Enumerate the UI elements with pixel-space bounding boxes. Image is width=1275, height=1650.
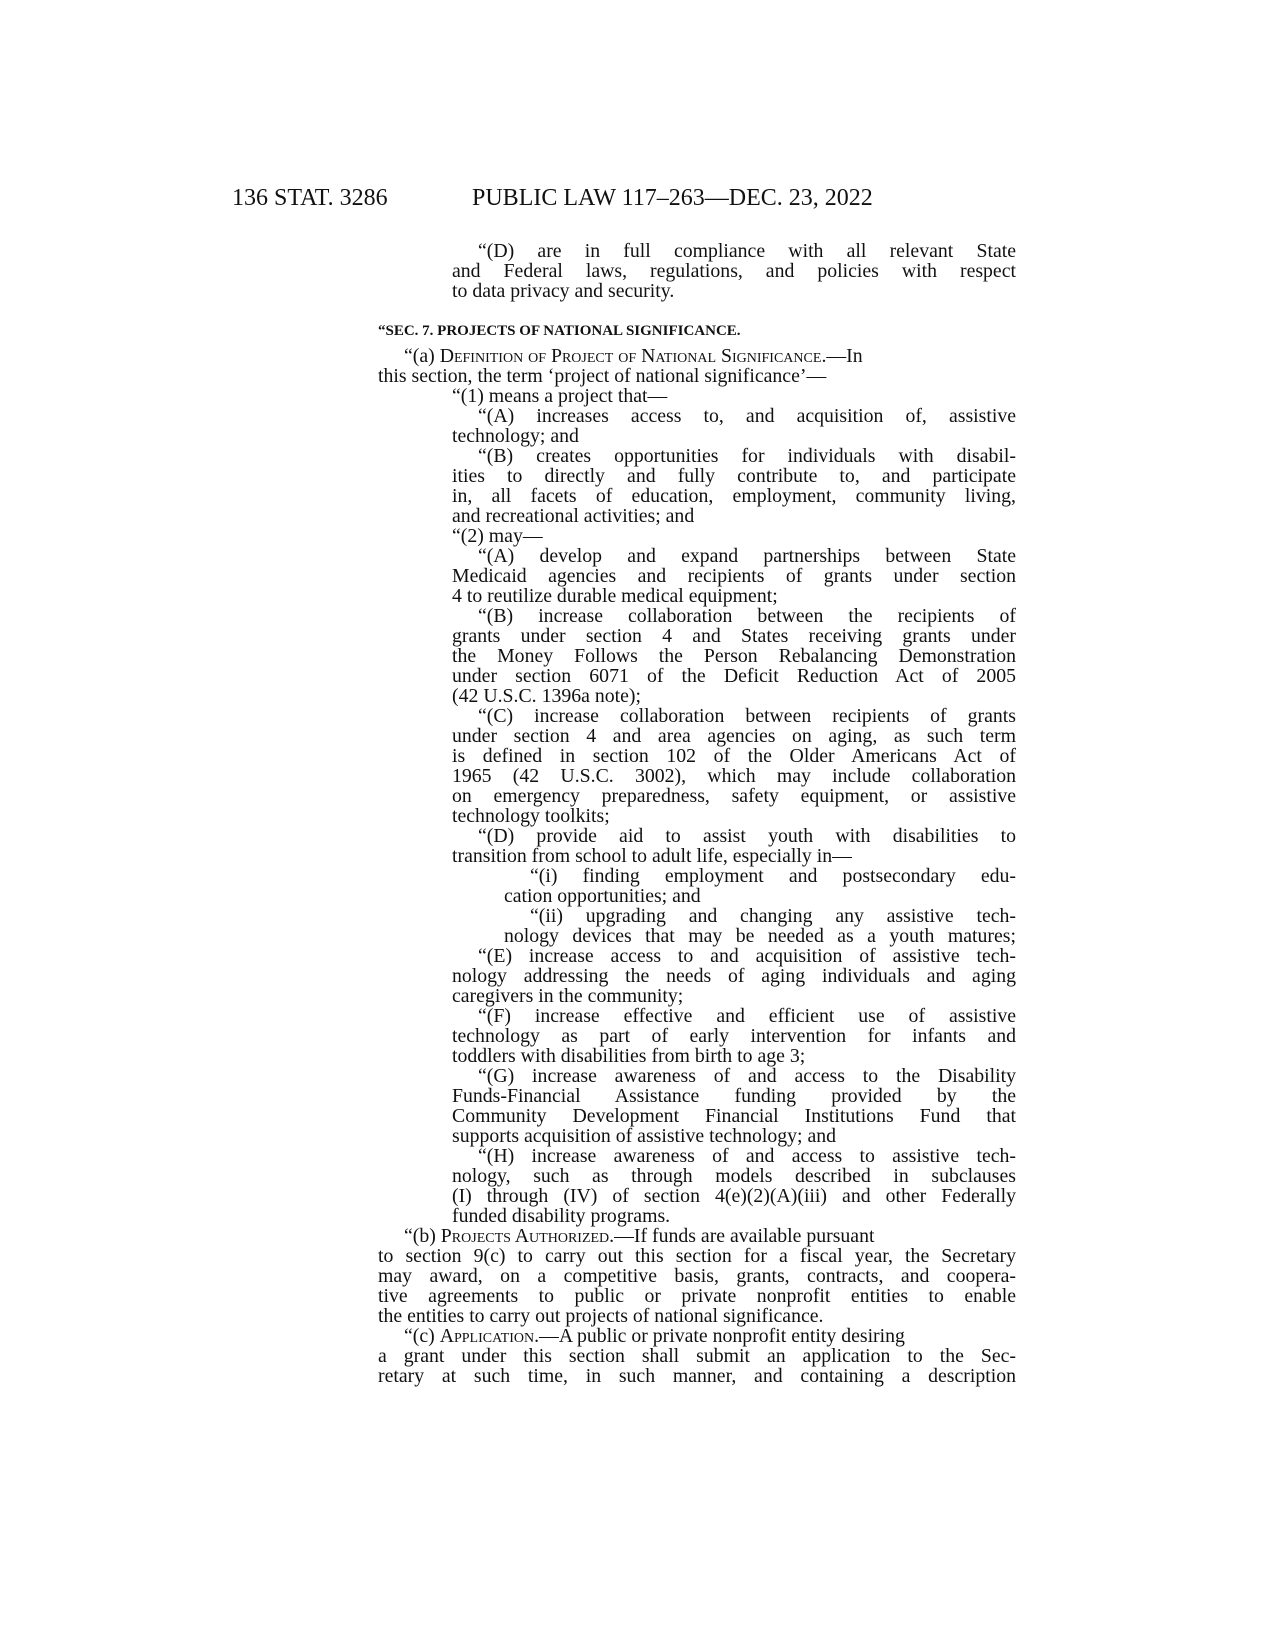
text-line: in, all facets of education, employment, community living, [452, 485, 1016, 507]
text-line: 1965 (42 U.S.C. 3002), which may include collaboration [452, 765, 1016, 787]
text-line: Funds-Financial Assistance funding provided by the [452, 1085, 1016, 1107]
text-line: transition from school to adult life, especially in— [452, 845, 852, 867]
subsection-c-heading-line: “(c) Application.—A public or private nonprofit entity desiring [404, 1325, 905, 1347]
text-line: may award, on a competitive basis, grants, contracts, and coopera- [378, 1265, 1016, 1287]
text-line: this section, the term ‘project of national significance’— [378, 365, 827, 387]
text-line: the entities to carry out projects of national significance. [378, 1305, 824, 1327]
section-heading: “SEC. 7. PROJECTS OF NATIONAL SIGNIFICANCE. [378, 323, 741, 339]
text-line: is defined in section 102 of the Older Americans Act of [452, 745, 1016, 767]
text-line: and recreational activities; and [452, 505, 695, 527]
text-line: (42 U.S.C. 1396a note); [452, 685, 642, 707]
text-line: cation opportunities; and [504, 885, 701, 907]
text-line: and Federal laws, regulations, and policies with respect [452, 260, 1016, 282]
running-header: PUBLIC LAW 117–263—DEC. 23, 2022 [472, 185, 873, 211]
text-line: to data privacy and security. [452, 280, 675, 302]
text-line: “(2) may— [452, 525, 543, 547]
text-line: “(ii) upgrading and changing any assistive tech- [530, 905, 1016, 927]
text-line: retary at such time, in such manner, and containing a description [378, 1365, 1016, 1387]
text-line: Medicaid agencies and recipients of grants under section [452, 565, 1016, 587]
text-line: toddlers with disabilities from birth to age 3; [452, 1045, 806, 1067]
text-line: ities to directly and fully contribute to, and participate [452, 465, 1016, 487]
text-line: “(H) increase awareness of and access to assistive tech- [478, 1145, 1016, 1167]
text-line: “(G) increase awareness of and access to the Disability [478, 1065, 1016, 1087]
text-line: caregivers in the community; [452, 985, 684, 1007]
text-line: under section 4 and area agencies on aging, as such term [452, 725, 1016, 747]
text-line: Community Development Financial Institutions Fund that [452, 1105, 1016, 1127]
text-line: grants under section 4 and States receiving grants under [452, 625, 1016, 647]
subsection-c-title: Application [439, 1325, 535, 1347]
subsection-b-heading-line: “(b) Projects Authorized.—If funds are available pursuant [404, 1225, 875, 1247]
text-line: “(1) means a project that— [452, 385, 668, 407]
text-line: to section 9(c) to carry out this section for a fiscal year, the Secretary [378, 1245, 1016, 1267]
text-line: 4 to reutilize durable medical equipment; [452, 585, 778, 607]
text-line: on emergency preparedness, safety equipment, or assistive [452, 785, 1016, 807]
text-line: technology as part of early intervention for infants and [452, 1025, 1016, 1047]
text-line: “(D) provide aid to assist youth with disabilities to [478, 825, 1016, 847]
text-line: nology addressing the needs of aging individuals and aging [452, 965, 1016, 987]
statute-page-number: 136 STAT. 3286 [232, 185, 388, 211]
text-line: funded disability programs. [452, 1205, 671, 1227]
text-line: “(D) are in full compliance with all relevant State [478, 240, 1016, 262]
subsection-a-title: Definition of Project of National Significance [439, 345, 822, 367]
text-line: nology, such as through models described in subclauses [452, 1165, 1016, 1187]
text-line: “(A) increases access to, and acquisition of, assistive [478, 405, 1016, 427]
text-line: “(B) creates opportunities for individuals with disabil- [478, 445, 1016, 467]
subsection-b-title: Projects Authorized [440, 1225, 610, 1247]
text-line: “(E) increase access to and acquisition of assistive tech- [478, 945, 1016, 967]
text-line: a grant under this section shall submit an application to the Sec- [378, 1345, 1016, 1367]
text-line: “(C) increase collaboration between recipients of grants [478, 705, 1016, 727]
text-line: technology; and [452, 425, 579, 447]
text-line: (I) through (IV) of section 4(e)(2)(A)(iii) and other Federally [452, 1185, 1016, 1207]
text-line: “(B) increase collaboration between the recipients of [478, 605, 1016, 627]
text-line: the Money Follows the Person Rebalancing Demonstration [452, 645, 1016, 667]
text-line: “(A) develop and expand partnerships between State [478, 545, 1016, 567]
text-line: technology toolkits; [452, 805, 610, 827]
text-line: under section 6071 of the Deficit Reduction Act of 2005 [452, 665, 1016, 687]
subsection-a-heading-line: “(a) Definition of Project of National Significance.—In [404, 345, 863, 367]
text-line: supports acquisition of assistive technology; and [452, 1125, 837, 1147]
text-line: nology devices that may be needed as a youth matures; [504, 925, 1016, 947]
text-line: tive agreements to public or private nonprofit entities to enable [378, 1285, 1016, 1307]
text-line: “(F) increase effective and efficient use of assistive [478, 1005, 1016, 1027]
text-line: “(i) finding employment and postsecondary edu- [530, 865, 1016, 887]
